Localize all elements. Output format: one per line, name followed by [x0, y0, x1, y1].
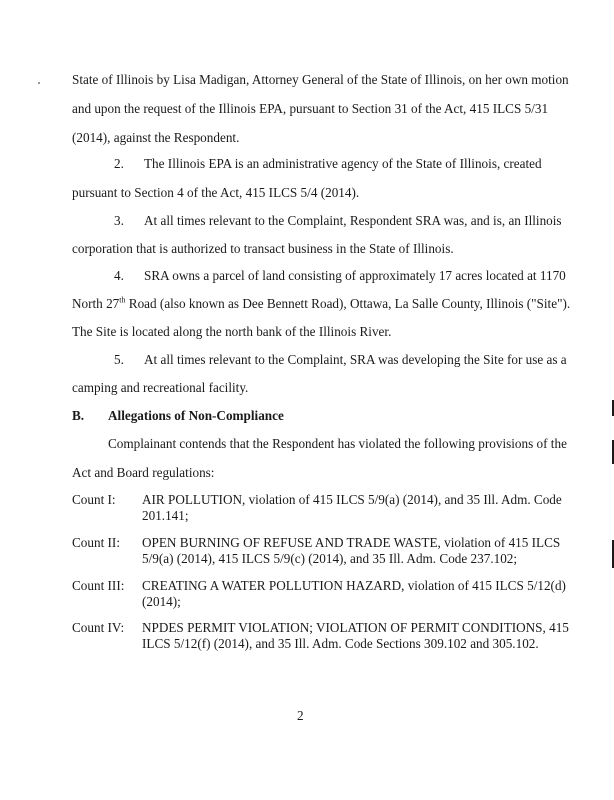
para4-line-2-pre: North 27: [72, 296, 120, 311]
count-4-line-2: ILCS 5/12(f) (2014), and 35 Ill. Adm. Code Sections 309.102 and 305.102.: [142, 636, 539, 651]
para4-line-2: [72, 296, 570, 312]
count-3-label: Count III:: [72, 578, 125, 593]
count-3-line-1: CREATING A WATER POLLUTION HAZARD, violation of 415 ILCS 5/12(d): [142, 578, 566, 593]
count-1-line-1: AIR POLLUTION, violation of 415 ILCS 5/9(a) (2014), and 35 Ill. Adm. Code: [142, 492, 562, 507]
para4-ordinal: th: [119, 295, 126, 305]
section-b-title: Allegations of Non-Compliance: [108, 408, 284, 423]
para5-number: 5.: [114, 352, 124, 367]
count-2-line-2: 5/9(a) (2014), 415 ILCS 5/9(c) (2014), and 35 Ill. Adm. Code 237.102;: [142, 551, 518, 566]
para2-number: 2.: [114, 156, 124, 171]
scan-speck: [38, 82, 40, 84]
intro-line-1: State of Illinois by Lisa Madigan, Attorney General of the State of Illinois, on her own motion: [72, 72, 569, 87]
para4-number: 4.: [114, 268, 124, 283]
para2-line-1: The Illinois EPA is an administrative agency of the State of Illinois, created: [144, 156, 542, 171]
para3-number: 3.: [114, 213, 124, 228]
para5-line-1: At all times relevant to the Complaint, SRA was developing the Site for use as a: [144, 352, 567, 367]
contends-line-2: Act and Board regulations:: [72, 465, 215, 480]
para4-line-2-post: Road (also known as Dee Bennett Road), Ottawa, La Salle County, Illinois ("Site").: [125, 296, 571, 311]
intro-line-3: (2014), against the Respondent.: [72, 130, 240, 145]
para5-line-2: camping and recreational facility.: [72, 380, 249, 395]
count-4-label: Count IV:: [72, 620, 125, 635]
count-3-line-2: (2014);: [142, 594, 181, 609]
contends-line-1: Complainant contends that the Respondent has violated the following provisions of the: [108, 436, 567, 451]
intro-line-2: and upon the request of the Illinois EPA, pursuant to Section 31 of the Act, 415 ILCS 5/31: [72, 101, 549, 116]
count-1-line-2: 201.141;: [142, 508, 189, 523]
count-2-label: Count II:: [72, 535, 120, 550]
para4-line-3: The Site is located along the north bank of the Illinois River.: [72, 324, 392, 339]
count-1-label: Count I:: [72, 492, 116, 507]
para2-line-2: pursuant to Section 4 of the Act, 415 ILCS 5/4 (2014).: [72, 185, 360, 200]
section-b-label: B.: [72, 408, 85, 423]
para3-line-1: At all times relevant to the Complaint, Respondent SRA was, and is, an Illinois: [144, 213, 562, 228]
para3-line-2: corporation that is authorized to transact business in the State of Illinois.: [72, 241, 454, 256]
count-4-line-1: NPDES PERMIT VIOLATION; VIOLATION OF PERMIT CONDITIONS, 415: [142, 620, 569, 635]
para4-line-1: SRA owns a parcel of land consisting of approximately 17 acres located at 1170: [144, 268, 566, 283]
page-number: 2: [297, 708, 304, 723]
count-2-line-1: OPEN BURNING OF REFUSE AND TRADE WASTE, violation of 415 ILCS: [142, 535, 561, 550]
